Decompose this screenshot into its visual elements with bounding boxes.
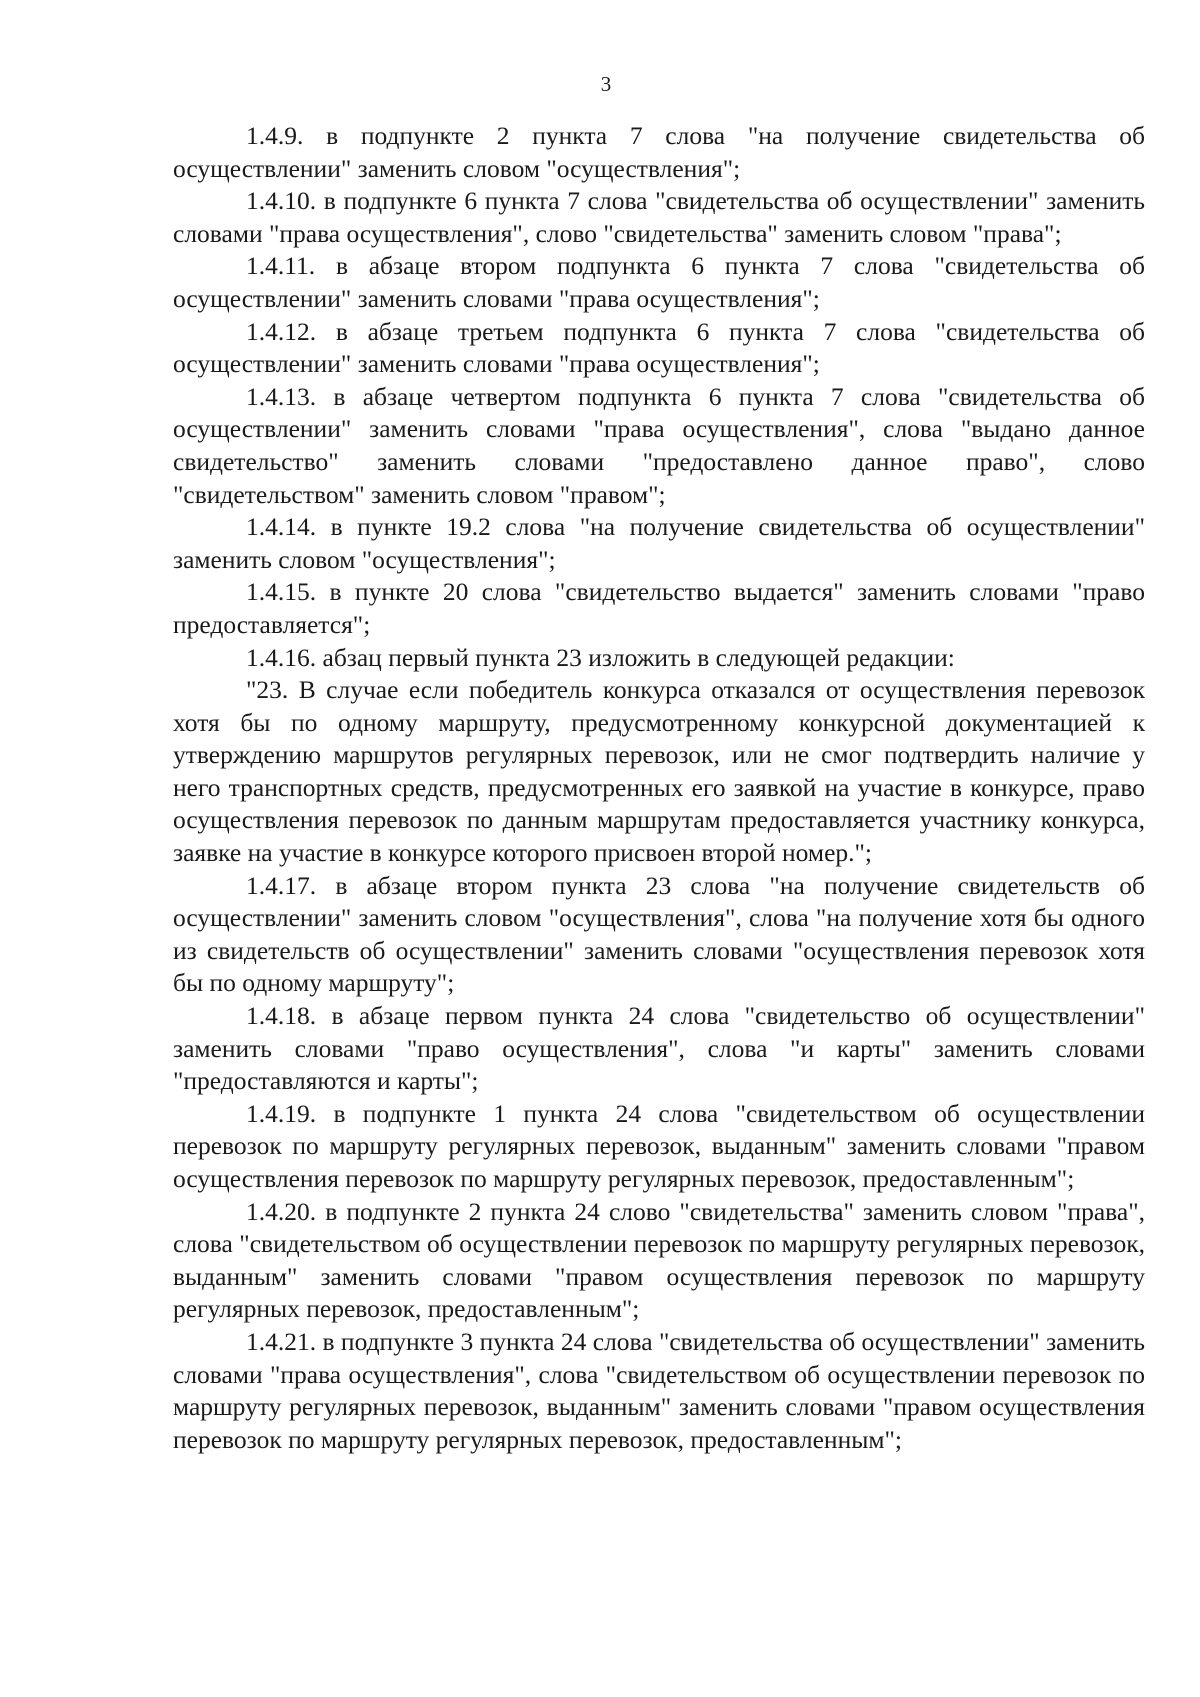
paragraph-1-4-15: 1.4.15. в пункте 20 слова "свидетельство выдается" заменить словами "право предоставляется"; xyxy=(173,577,1145,639)
paragraph-1-4-9: 1.4.9. в подпункте 2 пункта 7 слова "на получение свидетельства об осуществлении" заменить словом "осуществления"; xyxy=(173,121,1145,183)
paragraph-1-4-21: 1.4.21. в подпункте 3 пункта 24 слова "свидетельства об осуществлении" заменить словами "права осуществления", слова "свидетельством об осуществлении перевозок по маршруту регулярных перевозок, выданным" заменить словами "правом осуществления перевозок по маршруту регулярных перевозок, предоставленным"; xyxy=(173,1326,1145,1454)
paragraph-1-4-20: 1.4.20. в подпункте 2 пункта 24 слово "свидетельства" заменить словом "права", слова "свидетельством об осуществлении перевозок по маршруту регулярных перевозок, выданным" заменить словами "правом осуществления перевозок по маршруту регулярных перевозок, предоставленным"; xyxy=(173,1196,1145,1324)
paragraph-1-4-14: 1.4.14. в пункте 19.2 слова "на получение свидетельства об осуществлении" заменить словом "осуществления"; xyxy=(173,512,1145,574)
paragraph-1-4-19: 1.4.19. в подпункте 1 пункта 24 слова "свидетельством об осуществлении перевозок по маршруту регулярных перевозок, выданным" заменить словами "правом осуществления перевозок по маршруту регулярных перевозок, предоставленным"; xyxy=(173,1098,1145,1193)
paragraph-1-4-11: 1.4.11. в абзаце втором подпункта 6 пункта 7 слова "свидетельства об осуществлении" заменить словами "права осуществления"; xyxy=(173,251,1145,313)
paragraph-1-4-17: 1.4.17. в абзаце втором пункта 23 слова "на получение свидетельств об осуществлении" заменить словом "осуществления", слова "на получение хотя бы одного из свидетельств об осуществлении" заменить словами "осуществления перевозок хотя бы по одному маршруту"; xyxy=(173,870,1145,998)
quoted-paragraph-23: "23. В случае если победитель конкурса отказался от осуществления перевозок хотя бы по одному маршруту, предусмотренному конкурсной документацией к утверждению маршрутов регулярных перевозок, или не смог подтвердить наличие у него транспортных средств, предусмотренных его заявкой на участие в конкурсе, право осуществления перевозок по данным маршрутам предоставляется участнику конкурса, заявке на участие в конкурсе которого присвоен второй номер."; xyxy=(173,675,1145,868)
paragraph-1-4-16: 1.4.16. абзац первый пункта 23 изложить в следующей редакции: xyxy=(246,642,955,672)
paragraph-1-4-13: 1.4.13. в абзаце четвертом подпункта 6 пункта 7 слова "свидетельства об осуществлении" заменить словами "права осуществления", слова "выдано данное свидетельство" заменить словами "предоставлено данное право", слово "свидетельством" заменить словом "правом"; xyxy=(173,381,1145,509)
paragraph-1-4-18: 1.4.18. в абзаце первом пункта 24 слова "свидетельство об осуществлении" заменить словами "право осуществления", слова "и карты" заменить словами "предоставляются и карты"; xyxy=(173,1001,1145,1096)
paragraph-1-4-10: 1.4.10. в подпункте 6 пункта 7 слова "свидетельства об осуществлении" заменить словами "права осуществления", слово "свидетельства" заменить словом "права"; xyxy=(173,186,1145,248)
paragraph-1-4-12: 1.4.12. в абзаце третьем подпункта 6 пункта 7 слова "свидетельства об осуществлении" заменить словами "права осуществления"; xyxy=(173,316,1145,379)
document-body xyxy=(173,120,1145,1456)
page-number: 3 xyxy=(600,72,612,96)
